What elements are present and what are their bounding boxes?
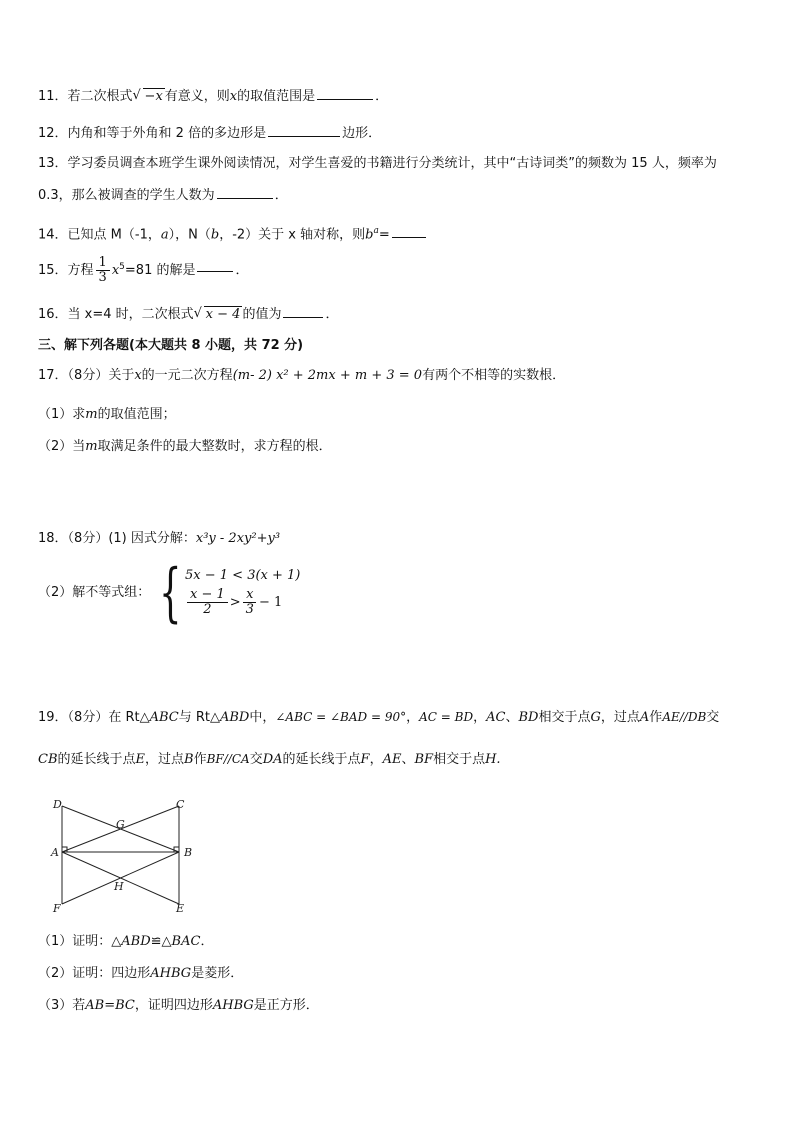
question-17: 17．（8分）关于x的一元二次方程(m- 2) x² + 2mx + m + 3 = 0有两个不相等的实数根． [38, 368, 566, 383]
geometry-figure [44, 796, 204, 916]
question-18-part2: （2）解不等式组： { 5x − 1 < 3(x + 1) $\frac{x - 1}{2}$ > $\frac{x}{3}$ − 1 [38, 556, 301, 630]
fraction: $\frac{x - 1}{2}$ [187, 588, 228, 618]
label-A: A [51, 846, 59, 859]
question-19-part3: （3）若AB=BC，证明四边形AHBG是正方形． [38, 998, 319, 1013]
label-D: D [53, 798, 62, 811]
answer-blank[interactable] [197, 270, 233, 272]
question-19-part1: （1）证明：△ABD≌△BAC． [38, 934, 214, 949]
sqrt-expression: √ −x [132, 88, 163, 104]
question-17-part2: （2）当m取满足条件的最大整数时，求方程的根． [38, 439, 332, 454]
fraction: $\frac{1}{3}$ [96, 256, 110, 286]
question-19-line1: 19．（8分）在 Rt△ABC与 Rt△ABD中，∠ABC = ∠BAD = 90°，AC = BD，AC、BD相交于点G，过点A作AE//DB交 [38, 710, 720, 725]
label-E: E [176, 902, 185, 915]
question-16: 16．当 x=4 时，二次根式 √ x − 4 的值为 ． [38, 306, 339, 322]
question-11: 11．若二次根式 √ −x 有意义，则x的取值范围是 ． [38, 88, 389, 104]
label-F: F [53, 902, 61, 915]
inequality-system: 5x − 1 < 3(x + 1) $\frac{x - 1}{2}$ > $\frac{x}{3}$ − 1 [185, 568, 301, 618]
question-17-part1: （1）求m的取值范围； [38, 407, 176, 422]
label-H: H [114, 880, 124, 893]
question-19-part2: （2）证明：四边形AHBG是菱形． [38, 966, 244, 981]
section-heading: 三、解下列各题(本大题共 8 小题，共 72 分) [38, 338, 304, 353]
question-18: 18．（8分）(1) 因式分解：x³y - 2xy²+y³ [38, 531, 281, 546]
answer-blank[interactable] [317, 98, 373, 100]
question-15: 15．方程 $\frac{1}{3}$ $x^5=81$ 的解是 ． [38, 255, 249, 286]
question-13-line1: 13．学习委员调查本班学生课外阅读情况，对学生喜爱的书籍进行分类统计，其中“古诗词类”的频数为 15 人，频率为 [38, 156, 717, 171]
left-brace: { [159, 556, 182, 630]
question-19-line2: CB的延长线于点E，过点B作BF//CA交DA的延长线于点F，AE、BF相交于点H. [38, 752, 501, 767]
question-12: 12．内角和等于外角和 2 倍的多边形是 边形． [38, 126, 382, 141]
answer-blank[interactable] [283, 316, 323, 318]
answer-blank[interactable] [268, 135, 340, 137]
question-13-line2: 0.3，那么被调查的学生人数为 ． [38, 188, 288, 203]
label-C: C [176, 798, 185, 811]
question-14: 14．已知点 M（-1，a），N（b，-2）关于 x 轴对称，则$b^a=$ [38, 226, 428, 243]
answer-blank[interactable] [217, 197, 273, 199]
fraction: $\frac{x}{3}$ [243, 588, 257, 618]
answer-blank[interactable] [392, 236, 426, 238]
sqrt-expression: √ x − 4 [193, 306, 241, 322]
label-B: B [184, 846, 193, 859]
label-G: G [116, 818, 125, 831]
